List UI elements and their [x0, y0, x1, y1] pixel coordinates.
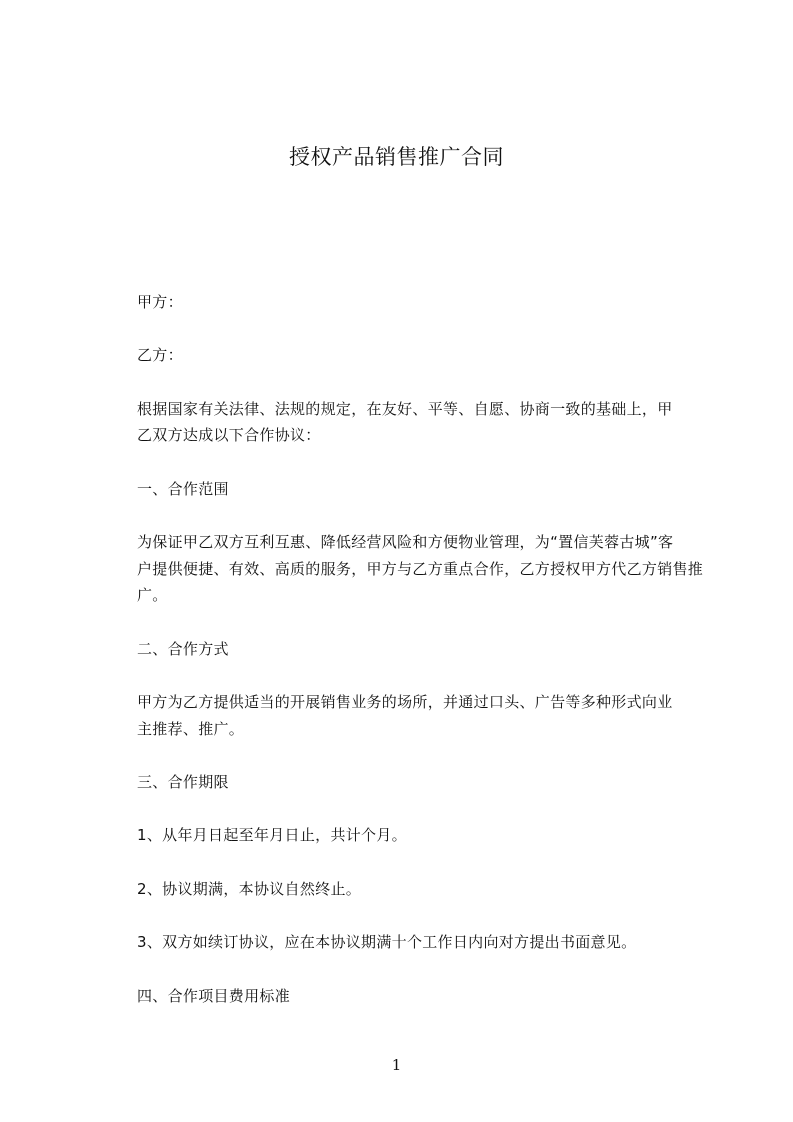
section-2-heading: 二、合作方式: [137, 640, 229, 658]
section-1-line-2: 户提供便捷、有效、高质的服务，甲方与乙方重点合作，乙方授权甲方代乙方销售推: [137, 560, 704, 578]
intro-line-2: 乙双方达成以下合作协议：: [137, 426, 321, 444]
party-b-label: 乙方：: [137, 346, 183, 364]
document-title: 授权产品销售推广合同: [289, 145, 504, 169]
section-3-item-2: 2、协议期满，本协议自然终止。: [137, 880, 362, 898]
section-2-line-1: 甲方为乙方提供适当的开展销售业务的场所，并通过口头、广告等多种形式向业: [137, 693, 673, 711]
party-a-label: 甲方：: [137, 293, 183, 311]
page-number: 1: [391, 1056, 402, 1074]
section-1-heading: 一、合作范围: [137, 480, 229, 498]
section-1-line-1: 为保证甲乙双方互利互惠、降低经营风险和方便物业管理，为“置信芙蓉古城”客: [137, 533, 674, 551]
section-3-item-1: 1、从年月日起至年月日止，共计个月。: [137, 826, 407, 844]
section-1-line-3: 广。: [137, 586, 168, 604]
section-3-item-3: 3、双方如续订协议，应在本协议期满十个工作日内向对方提出书面意见。: [137, 933, 637, 951]
intro-line-1: 根据国家有关法律、法规的规定，在友好、平等、自愿、协商一致的基础上，甲: [137, 400, 673, 418]
section-4-heading: 四、合作项目费用标准: [137, 987, 291, 1005]
section-2-line-2: 主推荐、推广。: [137, 720, 245, 738]
section-3-heading: 三、合作期限: [137, 773, 229, 791]
